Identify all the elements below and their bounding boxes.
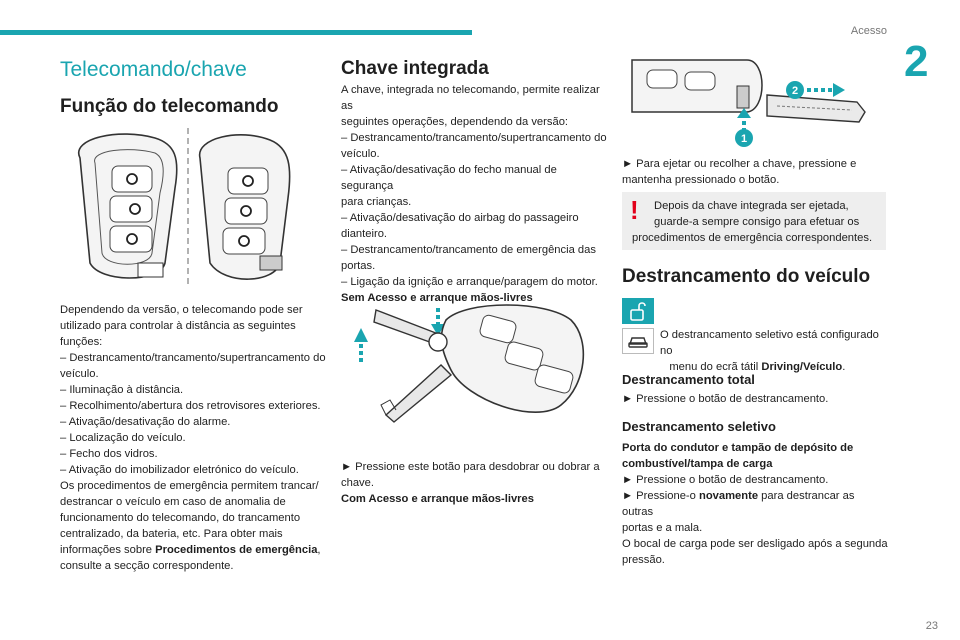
heading-integrated-key: Chave integrada <box>341 58 489 79</box>
remote-function-text: Dependendo da versão, o telecomando pode ser utilizado para controlar à distância as seguintes funções: – Destrancamento/trancamento/supertrancamento do veículo. – Iluminação à distância. – Recolhimento/abertura dos retrovisores exteriores. – Ativação/desativação do alarme. – Localização do veículo. – Fecho dos vidros. – Ativação do imobilizador eletrónico do veículo. Os procedimentos de emergência permitem trancar/ destrancar o veículo em caso de anomalia de funcionamento do telecomando, do trancamento centralizado, da bateria, etc. Para obter mais informações sobre Procedimentos de emergência, consulte a secção correspondente. <box>60 304 326 572</box>
folding-key-instruction: ► Pressione este botão para desdobrar ou dobrar a chave. Com Acesso e arranque mãos-livres <box>341 461 600 505</box>
link-emergency-procedures: Procedimentos de emergência <box>155 544 318 556</box>
heading-unlocking: Destrancamento do veículo <box>622 266 871 287</box>
svg-text:1: 1 <box>740 133 748 145</box>
total-unlocking-text: ► Pressione o botão de destrancamento. <box>622 393 829 405</box>
heading-remote-function: Função do telecomando <box>60 96 279 117</box>
selective-unlocking-text: Porta do condutor e tampão de depósito de combustível/tampa de carga ► Pressione o botão de destrancamento. ► Pressione-o novamente para destrancar as outras portas e a mala. O bocal de carga pode ser desligado após a segunda pressão. <box>622 442 888 566</box>
chapter-number: 2 <box>904 37 929 86</box>
page-number: 23 <box>925 620 938 632</box>
warning-icon: ! <box>630 195 639 225</box>
page-title: Telecomando/chave <box>60 58 247 81</box>
folding-key-illustration <box>346 290 596 440</box>
heading-selective-unlocking: Destrancamento seletivo <box>622 419 776 434</box>
remote-key-illustration <box>60 128 300 288</box>
selective-config-note: O destrancamento seletivo está configurado no menu do ecrã tátil Driving/Veículo. <box>660 329 879 373</box>
header-accent-bar <box>0 30 472 35</box>
eject-key-illustration <box>627 50 882 150</box>
eject-key-instruction: ► Para ejetar ou recolher a chave, pressione e mantenha pressionado o botão. <box>622 158 857 186</box>
unlock-padlock-icon <box>622 298 654 324</box>
heading-total-unlocking: Destrancamento total <box>622 372 755 387</box>
section-label: Acesso <box>850 25 887 37</box>
car-icon <box>622 328 654 354</box>
svg-text:2: 2 <box>791 85 799 97</box>
integrated-key-text: A chave, integrada no telecomando, permite realizar as seguintes operações, dependendo da versão: – Destrancamento/trancamento/supertrancamento do veículo. – Ativação/desativação do fecho manual de segurança para crianças. – Ativação/desativação do airbag do passageiro dianteiro. – Destrancamento/trancamento de emergência das portas. – Ligação da ignição e arranque/paragem do motor. Sem Acesso e arranque mãos-livres <box>341 84 607 304</box>
warning-note: ! Depois da chave integrada ser ejetada, guarde-a sempre consigo para efetuar os procedimentos de emergência correspondentes. <box>622 192 886 250</box>
